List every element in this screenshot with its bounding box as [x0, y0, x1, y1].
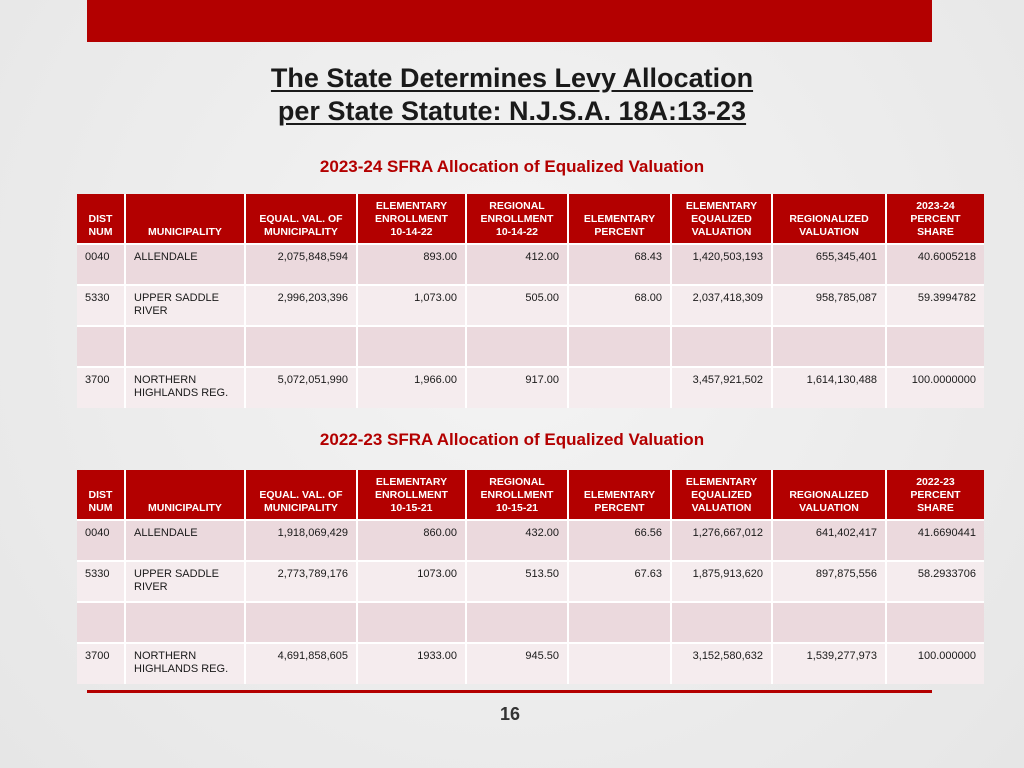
cell-regionalized-val: 1,539,277,973	[772, 643, 886, 684]
cell-regionalized-val: 641,402,417	[772, 520, 886, 561]
cell-regionalized-val: 1,614,130,488	[772, 367, 886, 408]
cell-elem-equalized-val: 2,037,418,309	[671, 285, 772, 326]
table-body	[77, 244, 984, 408]
cell-elem-equalized-val: 1,875,913,620	[671, 561, 772, 602]
page-title-line-1: The State Determines Levy Allocation	[270, 63, 754, 93]
cell-regionalized-val: 655,345,401	[772, 244, 886, 285]
cell-percent-share: 100.0000000	[886, 367, 984, 408]
table-2023-24-heading: 2023-24 SFRA Allocation of Equalized Valuation	[319, 157, 705, 176]
cell-equal-val	[245, 602, 357, 643]
table-2022-23-heading: 2022-23 SFRA Allocation of Equalized Valuation	[319, 430, 705, 449]
cell-dist-num: 0040	[77, 520, 125, 561]
cell-elem-enrollment: 1933.00	[357, 643, 466, 684]
cell-elem-enrollment	[357, 602, 466, 643]
cell-percent-share	[886, 326, 984, 367]
col-header-reg-enrollment: REGIONAL ENROLLMENT 10-15-21	[466, 470, 568, 520]
cell-regionalized-val: 958,785,087	[772, 285, 886, 326]
table-row	[77, 643, 984, 684]
cell-equal-val: 1,918,069,429	[245, 520, 357, 561]
col-header-dist-num: DIST NUM	[77, 194, 125, 244]
table-row	[77, 244, 984, 285]
cell-municipality	[125, 326, 245, 367]
cell-elem-equalized-val: 3,457,921,502	[671, 367, 772, 408]
cell-elem-enrollment	[357, 326, 466, 367]
cell-municipality: ALLENDALE	[125, 244, 245, 285]
col-header-percent-share: 2023-24 PERCENT SHARE	[886, 194, 984, 244]
col-header-regionalized-val: REGIONALIZED VALUATION	[772, 470, 886, 520]
col-header-municipality: MUNICIPALITY	[125, 470, 245, 520]
cell-percent-share: 40.6005218	[886, 244, 984, 285]
col-header-dist-num: DIST NUM	[77, 470, 125, 520]
table-row	[77, 561, 984, 602]
cell-municipality	[125, 602, 245, 643]
cell-regionalized-val	[772, 602, 886, 643]
cell-reg-enrollment: 432.00	[466, 520, 568, 561]
cell-reg-enrollment: 513.50	[466, 561, 568, 602]
col-header-elem-percent: ELEMENTARY PERCENT	[568, 470, 671, 520]
cell-equal-val: 2,773,789,176	[245, 561, 357, 602]
footer-accent-rule	[87, 690, 932, 693]
table-header-row	[77, 470, 984, 520]
cell-elem-percent: 66.56	[568, 520, 671, 561]
cell-dist-num: 5330	[77, 285, 125, 326]
cell-reg-enrollment: 505.00	[466, 285, 568, 326]
page-number: 16	[499, 704, 521, 724]
cell-percent-share: 41.6690441	[886, 520, 984, 561]
cell-municipality: NORTHERN HIGHLANDS REG.	[125, 367, 245, 408]
header-accent-bar	[87, 0, 932, 42]
cell-dist-num	[77, 602, 125, 643]
allocation-table-2022-23	[77, 470, 984, 684]
page-title	[0, 62, 1024, 128]
cell-elem-enrollment: 860.00	[357, 520, 466, 561]
cell-reg-enrollment	[466, 326, 568, 367]
table-row	[77, 520, 984, 561]
cell-elem-percent	[568, 367, 671, 408]
cell-elem-enrollment: 1073.00	[357, 561, 466, 602]
cell-regionalized-val: 897,875,556	[772, 561, 886, 602]
table-row	[77, 285, 984, 326]
cell-equal-val: 2,075,848,594	[245, 244, 357, 285]
cell-dist-num	[77, 326, 125, 367]
cell-elem-equalized-val	[671, 326, 772, 367]
cell-elem-equalized-val	[671, 602, 772, 643]
cell-elem-enrollment: 1,966.00	[357, 367, 466, 408]
table-header-row	[77, 194, 984, 244]
cell-percent-share: 58.2933706	[886, 561, 984, 602]
cell-equal-val: 5,072,051,990	[245, 367, 357, 408]
col-header-equal-val: EQUAL. VAL. OF MUNICIPALITY	[245, 470, 357, 520]
cell-reg-enrollment: 917.00	[466, 367, 568, 408]
cell-municipality: ALLENDALE	[125, 520, 245, 561]
cell-regionalized-val	[772, 326, 886, 367]
cell-reg-enrollment	[466, 602, 568, 643]
cell-elem-enrollment: 893.00	[357, 244, 466, 285]
cell-elem-equalized-val: 1,276,667,012	[671, 520, 772, 561]
cell-reg-enrollment: 945.50	[466, 643, 568, 684]
cell-elem-percent	[568, 643, 671, 684]
cell-percent-share: 100.000000	[886, 643, 984, 684]
cell-equal-val: 4,691,858,605	[245, 643, 357, 684]
cell-dist-num: 3700	[77, 643, 125, 684]
cell-elem-percent: 68.43	[568, 244, 671, 285]
col-header-percent-share: 2022-23 PERCENT SHARE	[886, 470, 984, 520]
cell-elem-equalized-val: 1,420,503,193	[671, 244, 772, 285]
table-row	[77, 367, 984, 408]
col-header-equal-val: EQUAL. VAL. OF MUNICIPALITY	[245, 194, 357, 244]
cell-equal-val: 2,996,203,396	[245, 285, 357, 326]
col-header-regionalized-val: REGIONALIZED VALUATION	[772, 194, 886, 244]
cell-elem-percent: 68.00	[568, 285, 671, 326]
col-header-elem-percent: ELEMENTARY PERCENT	[568, 194, 671, 244]
cell-municipality: UPPER SADDLE RIVER	[125, 285, 245, 326]
col-header-elem-enrollment: ELEMENTARY ENROLLMENT 10-14-22	[357, 194, 466, 244]
cell-dist-num: 3700	[77, 367, 125, 408]
col-header-elem-enrollment: ELEMENTARY ENROLLMENT 10-15-21	[357, 470, 466, 520]
cell-dist-num: 5330	[77, 561, 125, 602]
cell-equal-val	[245, 326, 357, 367]
cell-elem-equalized-val: 3,152,580,632	[671, 643, 772, 684]
cell-municipality: UPPER SADDLE RIVER	[125, 561, 245, 602]
cell-dist-num: 0040	[77, 244, 125, 285]
table-body	[77, 520, 984, 684]
allocation-table-2023-24	[77, 194, 984, 408]
table-row	[77, 602, 984, 643]
cell-municipality: NORTHERN HIGHLANDS REG.	[125, 643, 245, 684]
col-header-elem-equalized-val: ELEMENTARY EQUALIZED VALUATION	[671, 470, 772, 520]
cell-elem-percent	[568, 326, 671, 367]
table-row	[77, 326, 984, 367]
cell-percent-share	[886, 602, 984, 643]
cell-percent-share: 59.3994782	[886, 285, 984, 326]
page-title-line-2: per State Statute: N.J.S.A. 18A:13-23	[277, 96, 747, 126]
cell-elem-percent: 67.63	[568, 561, 671, 602]
col-header-reg-enrollment: REGIONAL ENROLLMENT 10-14-22	[466, 194, 568, 244]
cell-elem-percent	[568, 602, 671, 643]
col-header-elem-equalized-val: ELEMENTARY EQUALIZED VALUATION	[671, 194, 772, 244]
cell-reg-enrollment: 412.00	[466, 244, 568, 285]
col-header-municipality: MUNICIPALITY	[125, 194, 245, 244]
cell-elem-enrollment: 1,073.00	[357, 285, 466, 326]
